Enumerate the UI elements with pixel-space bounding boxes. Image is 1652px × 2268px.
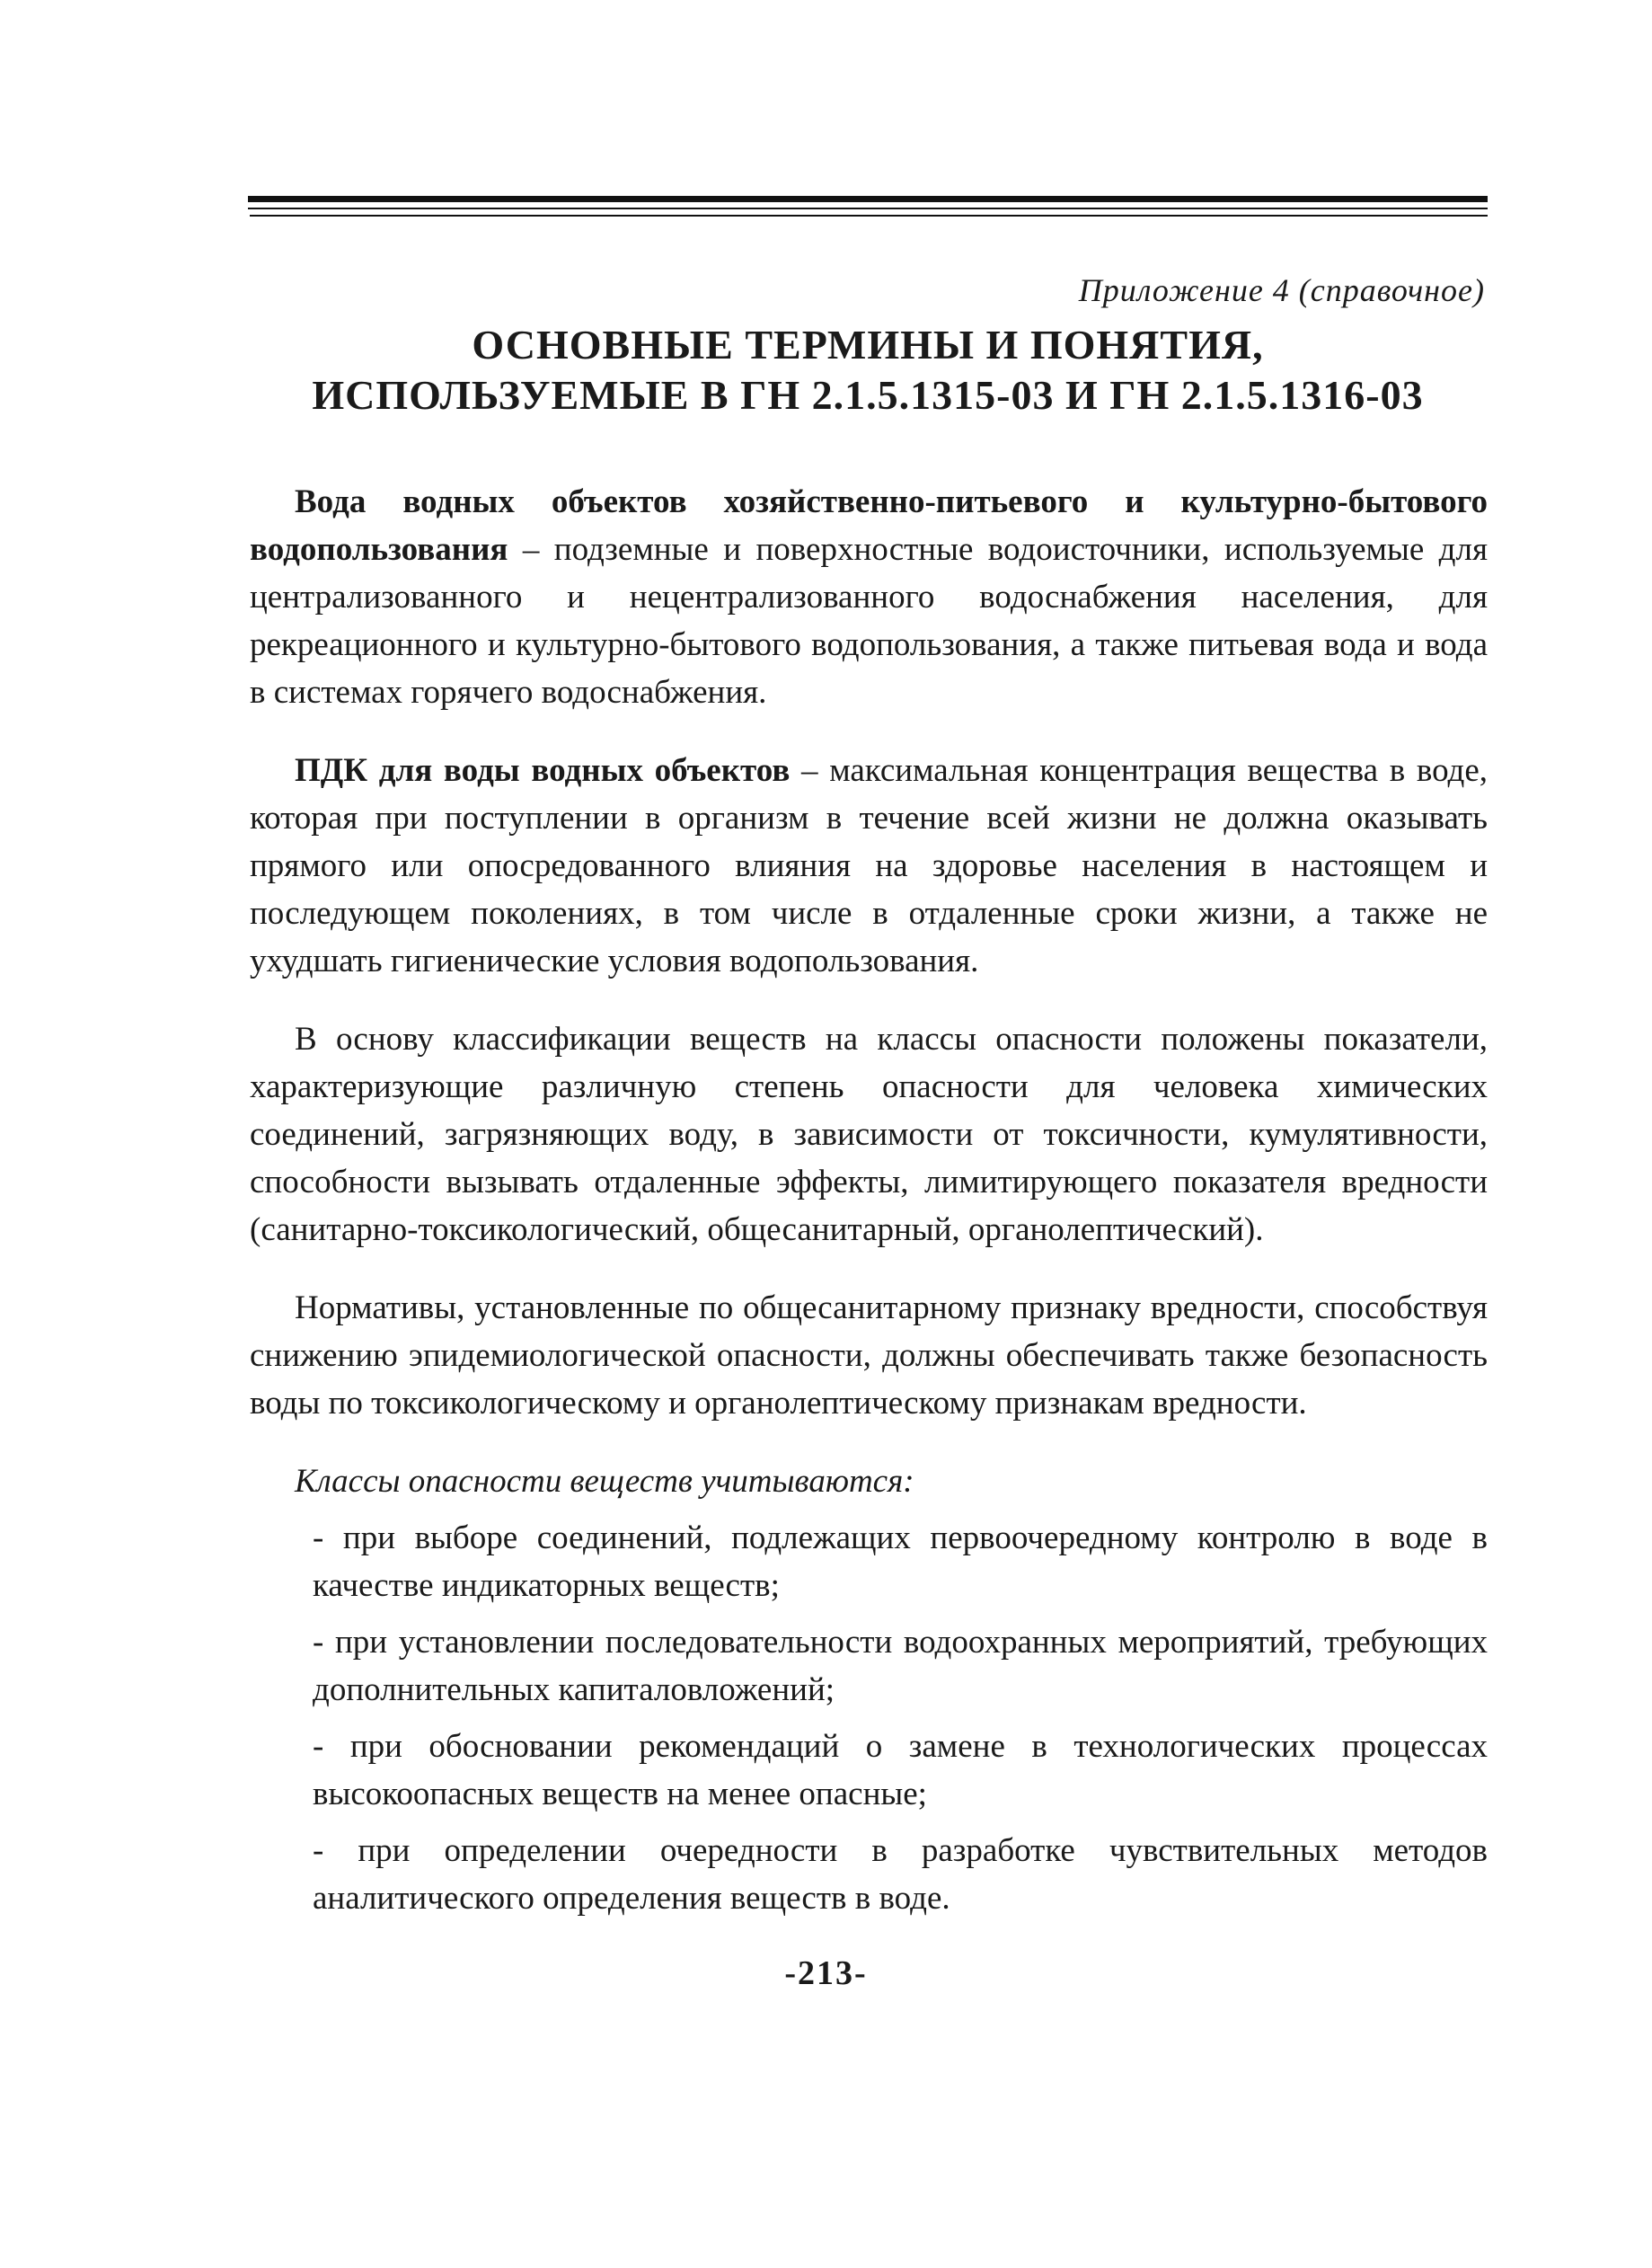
page-number: -213-: [784, 1954, 868, 1992]
term-mpc: ПДК для воды водных объектов: [295, 752, 791, 789]
appendix-label: Приложение 4 (справочное): [1078, 272, 1485, 308]
hazard-class-uses-list: [250, 1514, 1488, 1922]
list-lead: Классы опасности веществ учитываются:: [295, 1463, 914, 1500]
document-body: [250, 478, 1488, 1931]
list-item: - при установлении последовательности водоохранных мероприятий, требующих дополнительных капиталовложений;: [313, 1624, 1488, 1708]
definition-mpc-text: – максимальная концентрация вещества в воде, которая при поступлении в организм в течение всей жизни не должна оказывать прямого или опосредованного влияния на здоровье населения в настоящем и последующем поколениях, в том числе в отдаленные сроки жизни, а также не ухудшать гигиенические условия водопользования.: [250, 752, 1488, 979]
paragraph-classification: В основу классификации веществ на классы опасности положены показатели, характеризующие различную степень опасности для человека химических соединений, загрязняющих воду, в зависимости от токсичности, кумулятивности, способности вызывать отдаленные эффекты, лимитирующего показателя вредности (санитарно-токсикологический, общесанитарный, органолептический).: [250, 1021, 1488, 1248]
term-water-objects: Вода водных объектов хозяйственно-питьевого и культурно-бытового водопользования: [250, 483, 1488, 568]
list-item: - при обосновании рекомендаций о замене в технологических процессах высокоопасных веществ на менее опасные;: [313, 1728, 1488, 1812]
page-title-line-2: ИСПОЛЬЗУЕМЫЕ В ГН 2.1.5.1315-03 И ГН 2.1.5.1316-03: [312, 372, 1424, 418]
list-item: - при определении очередности в разработке чувствительных методов аналитического определения веществ в воде.: [313, 1832, 1488, 1917]
definition-water-objects: [250, 478, 1488, 716]
paragraph-standards: Нормативы, установленные по общесанитарному признаку вредности, способствуя снижению эпидемиологической опасности, должны обеспечивать также безопасность воды по токсикологическому и органолептическому признакам вредности.: [250, 1289, 1488, 1422]
definition-water-objects-text: – подземные и поверхностные водоисточники, используемые для централизованного и нецентрализованного водоснабжения населения, для рекреационного и культурно-бытового водопользования, а также питьевая вода и вода в системах горячего водоснабжения.: [250, 531, 1488, 711]
definition-mpc: [250, 747, 1488, 985]
page-title-line-1: ОСНОВНЫЕ ТЕРМИНЫ И ПОНЯТИЯ,: [472, 322, 1264, 368]
list-item: - при выборе соединений, подлежащих первоочередному контролю в воде в качестве индикаторных веществ;: [313, 1519, 1488, 1604]
top-rule-thin: [248, 208, 1488, 209]
top-rule-thin-lower: [250, 215, 1488, 217]
top-rule-thick: [248, 196, 1488, 202]
